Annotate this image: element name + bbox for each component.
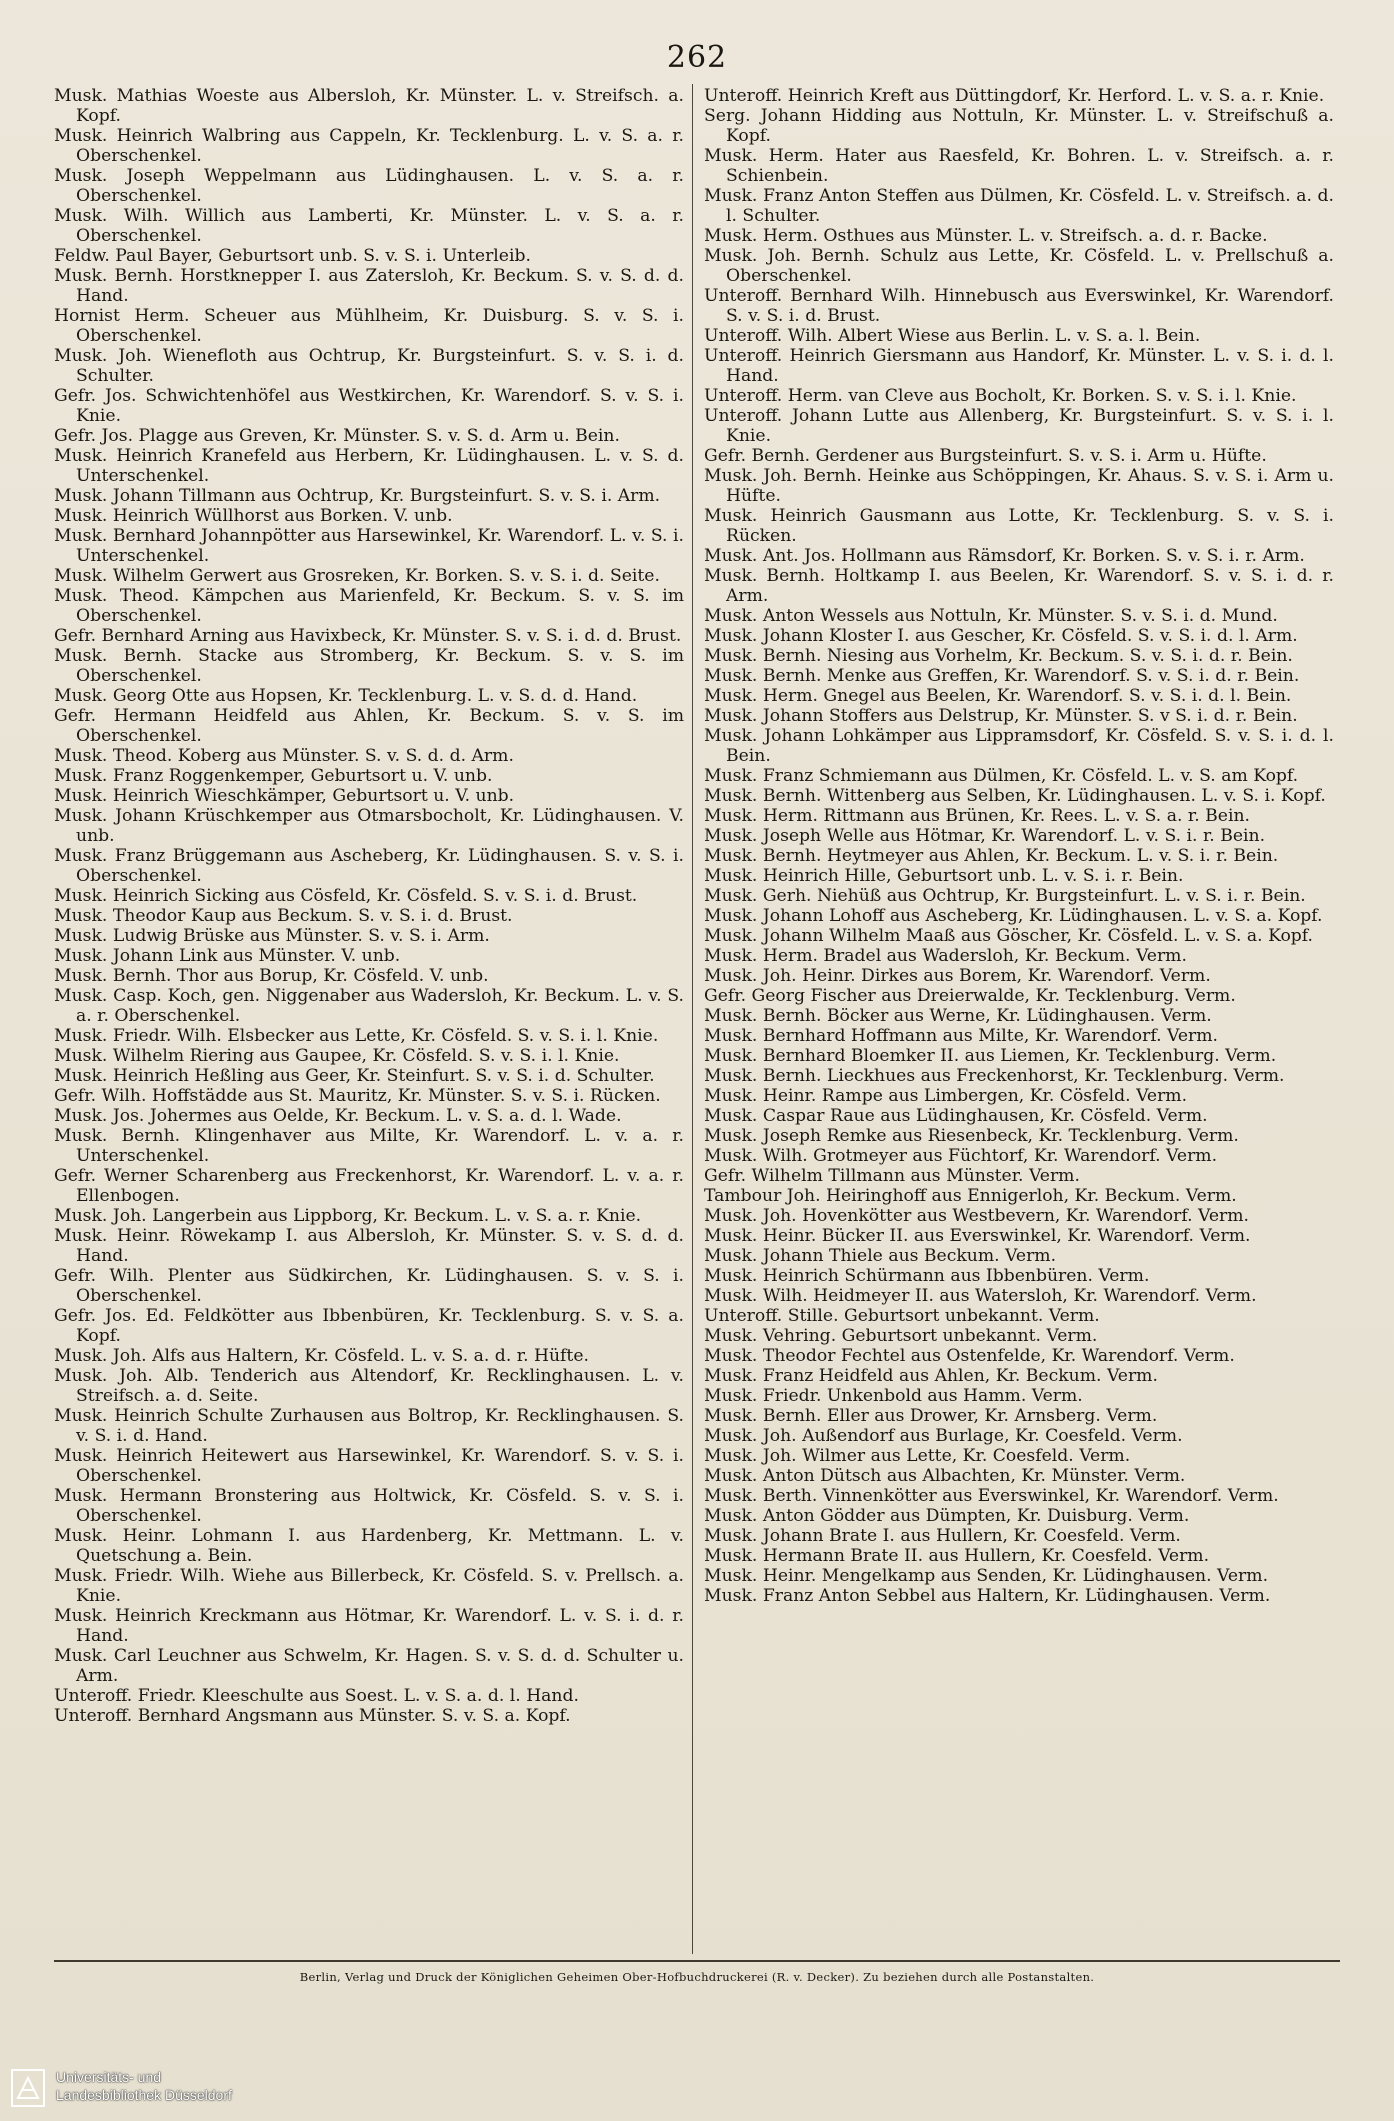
- casualty-entry: Musk. Franz Roggenkemper, Geburtsort u. V. unb.: [54, 766, 493, 786]
- casualty-entry: Musk. Anton Wessels aus Nottuln, Kr. Münster. S. v. S. i. d. Mund.: [704, 606, 1278, 626]
- casualty-entry: Musk. Joseph Weppelmann aus Lüdinghausen. L. v. S. a. r. Oberschenkel.: [54, 166, 684, 206]
- casualty-entry: Musk. Hermann Brate II. aus Hullern, Kr. Coesfeld. Verm.: [704, 1546, 1210, 1566]
- casualty-entry: Musk. Heinrich Sicking aus Cösfeld, Kr. Cösfeld. S. v. S. i. d. Brust.: [54, 886, 638, 906]
- casualty-entry: Musk. Johann Lohkämper aus Lippramsdorf, Kr. Cösfeld. S. v. S. i. d. l. Bein.: [704, 726, 1334, 766]
- casualty-entry: Musk. Wilh. Heidmeyer II. aus Watersloh, Kr. Warendorf. Verm.: [704, 1286, 1257, 1306]
- casualty-entry: Unteroff. Johann Lutte aus Allenberg, Kr. Burgsteinfurt. S. v. S. i. l. Knie.: [704, 406, 1334, 446]
- right-column: [704, 86, 1334, 1606]
- casualty-entry: Musk. Bernh. Böcker aus Werne, Kr. Lüdinghausen. Verm.: [704, 1006, 1212, 1026]
- casualty-entry: Musk. Friedr. Wilh. Elsbecker aus Lette, Kr. Cösfeld. S. v. S. i. l. Knie.: [54, 1026, 659, 1046]
- casualty-entry: Musk. Heinr. Rampe aus Limbergen, Kr. Cösfeld. Verm.: [704, 1086, 1188, 1106]
- casualty-entry: Musk. Anton Dütsch aus Albachten, Kr. Münster. Verm.: [704, 1466, 1186, 1486]
- casualty-entry: Musk. Joh. Bernh. Heinke aus Schöppingen, Kr. Ahaus. S. v. S. i. Arm u. Hüfte.: [704, 466, 1334, 506]
- casualty-entry: Musk. Jos. Johermes aus Oelde, Kr. Beckum. L. v. S. a. d. l. Wade.: [54, 1106, 622, 1126]
- casualty-entry: Musk. Heinrich Heitewert aus Harsewinkel, Kr. Warendorf. S. v. S. i. Oberschenkel.: [54, 1446, 684, 1486]
- casualty-entry: Musk. Wilhelm Riering aus Gaupee, Kr. Cösfeld. S. v. S. i. l. Knie.: [54, 1046, 620, 1066]
- casualty-entry: Musk. Herm. Bradel aus Wadersloh, Kr. Beckum. Verm.: [704, 946, 1187, 966]
- casualty-entry: Musk. Bernh. Holtkamp I. aus Beelen, Kr. Warendorf. S. v. S. i. d. r. Arm.: [704, 566, 1334, 606]
- casualty-entry: Unteroff. Heinrich Giersmann aus Handorf, Kr. Münster. L. v. S. i. d. l. Hand.: [704, 346, 1334, 386]
- casualty-entry: Musk. Mathias Woeste aus Albersloh, Kr. Münster. L. v. Streifsch. a. Kopf.: [54, 86, 684, 126]
- casualty-entry: Musk. Joh. Hovenkötter aus Westbevern, Kr. Warendorf. Verm.: [704, 1206, 1250, 1226]
- casualty-entry: Musk. Franz Schmiemann aus Dülmen, Kr. Cösfeld. L. v. S. am Kopf.: [704, 766, 1299, 786]
- casualty-entry: Musk. Franz Heidfeld aus Ahlen, Kr. Beckum. Verm.: [704, 1366, 1158, 1386]
- casualty-entry: Musk. Heinrich Heßling aus Geer, Kr. Steinfurt. S. v. S. i. d. Schulter.: [54, 1066, 655, 1086]
- casualty-entry: Musk. Johann Krüschkemper aus Otmarsbocholt, Kr. Lüdinghausen. V. unb.: [54, 806, 684, 846]
- casualty-entry: Musk. Bernh. Thor aus Borup, Kr. Cösfeld. V. unb.: [54, 966, 489, 986]
- casualty-entry: Musk. Bernh. Niesing aus Vorhelm, Kr. Beckum. S. v. S. i. d. r. Bein.: [704, 646, 1293, 666]
- casualty-entry: Unteroff. Bernhard Wilh. Hinnebusch aus Everswinkel, Kr. Warendorf. S. v. S. i. d. Brust.: [704, 286, 1334, 326]
- imprint-line: Berlin, Verlag und Druck der Königlichen Geheimen Ober-Hofbuchdruckerei (R. v. Decker). Zu beziehen durch alle Postanstalten.: [299, 1970, 1095, 1984]
- casualty-entry: Musk. Anton Gödder aus Dümpten, Kr. Duisburg. Verm.: [704, 1506, 1190, 1526]
- casualty-entry: Musk. Theod. Koberg aus Münster. S. v. S. d. d. Arm.: [54, 746, 514, 766]
- casualty-entry: Musk. Joseph Welle aus Hötmar, Kr. Warendorf. L. v. S. i. r. Bein.: [704, 826, 1266, 846]
- casualty-entry: Musk. Johann Stoffers aus Delstrup, Kr. Münster. S. v S. i. d. r. Bein.: [704, 706, 1298, 726]
- casualty-entry: Musk. Johann Thiele aus Beckum. Verm.: [704, 1246, 1057, 1266]
- casualty-entry: Musk. Joh. Außendorf aus Burlage, Kr. Coesfeld. Verm.: [704, 1426, 1183, 1446]
- casualty-entry: Musk. Bernh. Wittenberg aus Selben, Kr. Lüdinghausen. L. v. S. i. Kopf.: [704, 786, 1326, 806]
- left-column: [54, 86, 684, 1726]
- bottom-rule: [54, 1960, 1340, 1962]
- casualty-entry: Gefr. Georg Fischer aus Dreierwalde, Kr. Tecklenburg. Verm.: [704, 986, 1236, 1006]
- casualty-entry: Gefr. Wilhelm Tillmann aus Münster. Verm.: [704, 1166, 1080, 1186]
- casualty-entry: Musk. Heinrich Gausmann aus Lotte, Kr. Tecklenburg. S. v. S. i. Rücken.: [704, 506, 1334, 546]
- page-number: 262: [666, 40, 728, 75]
- casualty-entry: Gefr. Wilh. Hoffstädde aus St. Mauritz, Kr. Münster. S. v. S. i. Rücken.: [54, 1086, 661, 1106]
- casualty-entry: Gefr. Hermann Heidfeld aus Ahlen, Kr. Beckum. S. v. S. im Oberschenkel.: [54, 706, 684, 746]
- library-name-line-2: Landesbibliothek Düsseldorf: [56, 2087, 232, 2103]
- casualty-entry: Tambour Joh. Heiringhoff aus Ennigerloh, Kr. Beckum. Verm.: [704, 1186, 1237, 1206]
- casualty-entry: Musk. Heinr. Röwekamp I. aus Albersloh, Kr. Münster. S. v. S. d. d. Hand.: [54, 1226, 684, 1266]
- casualty-entry: Musk. Heinrich Kranefeld aus Herbern, Kr. Lüdinghausen. L. v. S. d. Unterschenkel.: [54, 446, 684, 486]
- casualty-entry: Musk. Johann Tillmann aus Ochtrup, Kr. Burgsteinfurt. S. v. S. i. Arm.: [54, 486, 661, 506]
- casualty-entry: Gefr. Bernhard Arning aus Havixbeck, Kr. Münster. S. v. S. i. d. d. Brust.: [54, 626, 682, 646]
- casualty-entry: Gefr. Bernh. Gerdener aus Burgsteinfurt. S. v. S. i. Arm u. Hüfte.: [704, 446, 1267, 466]
- casualty-entry: Musk. Bernh. Eller aus Drower, Kr. Arnsberg. Verm.: [704, 1406, 1158, 1426]
- casualty-entry: Musk. Bernhard Bloemker II. aus Liemen, Kr. Tecklenburg. Verm.: [704, 1046, 1277, 1066]
- casualty-entry: Musk. Johann Kloster I. aus Gescher, Kr. Cösfeld. S. v. S. i. d. l. Arm.: [704, 626, 1298, 646]
- casualty-entry: Musk. Caspar Raue aus Lüdinghausen, Kr. Cösfeld. Verm.: [704, 1106, 1208, 1126]
- casualty-entry: Musk. Bernh. Horstknepper I. aus Zatersloh, Kr. Beckum. S. v. S. d. d. Hand.: [54, 266, 684, 306]
- casualty-entry: Musk. Theodor Fechtel aus Ostenfelde, Kr. Warendorf. Verm.: [704, 1346, 1235, 1366]
- casualty-entry: Musk. Heinrich Schulte Zurhausen aus Boltrop, Kr. Recklinghausen. S. v. S. i. d. Hand.: [54, 1406, 684, 1446]
- casualty-entry: Musk. Wilhelm Gerwert aus Grosreken, Kr. Borken. S. v. S. i. d. Seite.: [54, 566, 660, 586]
- casualty-entry: Musk. Johann Link aus Münster. V. unb.: [54, 946, 401, 966]
- casualty-entry: Musk. Wilh. Willich aus Lamberti, Kr. Münster. L. v. S. a. r. Oberschenkel.: [54, 206, 684, 246]
- casualty-entry: Unteroff. Stille. Geburtsort unbekannt. Verm.: [704, 1306, 1100, 1326]
- library-logo-icon: [10, 2068, 46, 2108]
- casualty-entry: Musk. Heinrich Wieschkämper, Geburtsort u. V. unb.: [54, 786, 515, 806]
- casualty-entry: Musk. Johann Lohoff aus Ascheberg, Kr. Lüdinghausen. L. v. S. a. Kopf.: [704, 906, 1323, 926]
- casualty-entry: Musk. Franz Anton Steffen aus Dülmen, Kr. Cösfeld. L. v. Streifsch. a. d. l. Schulter.: [704, 186, 1334, 226]
- casualty-entry: Musk. Hermann Bronstering aus Holtwick, Kr. Cösfeld. S. v. S. i. Oberschenkel.: [54, 1486, 684, 1526]
- casualty-entry: Musk. Bernh. Klingenhaver aus Milte, Kr. Warendorf. L. v. a. r. Unterschenkel.: [54, 1126, 684, 1166]
- casualty-entry: Musk. Herm. Rittmann aus Brünen, Kr. Rees. L. v. S. a. r. Bein.: [704, 806, 1250, 826]
- casualty-entry: Musk. Herm. Hater aus Raesfeld, Kr. Bohren. L. v. Streifsch. a. r. Schienbein.: [704, 146, 1334, 186]
- casualty-entry: Musk. Herm. Osthues aus Münster. L. v. Streifsch. a. d. r. Backe.: [704, 226, 1268, 246]
- casualty-entry: Gefr. Jos. Schwichtenhöfel aus Westkirchen, Kr. Warendorf. S. v. S. i. Knie.: [54, 386, 684, 426]
- casualty-entry: Musk. Heinr. Mengelkamp aus Senden, Kr. Lüdinghausen. Verm.: [704, 1566, 1269, 1586]
- casualty-entry: Musk. Joh. Alfs aus Haltern, Kr. Cösfeld. L. v. S. a. d. r. Hüfte.: [54, 1346, 589, 1366]
- casualty-entry: Musk. Heinrich Walbring aus Cappeln, Kr. Tecklenburg. L. v. S. a. r. Oberschenkel.: [54, 126, 684, 166]
- casualty-entry: Gefr. Wilh. Plenter aus Südkirchen, Kr. Lüdinghausen. S. v. S. i. Oberschenkel.: [54, 1266, 684, 1306]
- casualty-entry: Musk. Joseph Remke aus Riesenbeck, Kr. Tecklenburg. Verm.: [704, 1126, 1239, 1146]
- casualty-entry: Musk. Joh. Wienefloth aus Ochtrup, Kr. Burgsteinfurt. S. v. S. i. d. Schulter.: [54, 346, 684, 386]
- library-watermark: [10, 2068, 232, 2108]
- casualty-entry: Musk. Heinr. Bücker II. aus Everswinkel, Kr. Warendorf. Verm.: [704, 1226, 1251, 1246]
- casualty-entry: Musk. Johann Wilhelm Maaß aus Göscher, Kr. Cösfeld. L. v. S. a. Kopf.: [704, 926, 1314, 946]
- casualty-entry: Unteroff. Friedr. Kleeschulte aus Soest. L. v. S. a. d. l. Hand.: [54, 1686, 579, 1706]
- column-divider: [692, 84, 693, 1954]
- casualty-entry: Musk. Heinrich Hille, Geburtsort unb. L. v. S. i. r. Bein.: [704, 866, 1184, 886]
- casualty-entry: Musk. Joh. Heinr. Dirkes aus Borem, Kr. Warendorf. Verm.: [704, 966, 1211, 986]
- casualty-entry: Musk. Bernh. Stacke aus Stromberg, Kr. Beckum. S. v. S. im Oberschenkel.: [54, 646, 684, 686]
- casualty-entry: Gefr. Jos. Ed. Feldkötter aus Ibbenbüren, Kr. Tecklenburg. S. v. S. a. Kopf.: [54, 1306, 684, 1346]
- casualty-entry: Musk. Bernh. Heytmeyer aus Ahlen, Kr. Beckum. L. v. S. i. r. Bein.: [704, 846, 1279, 866]
- casualty-entry: Gefr. Werner Scharenberg aus Freckenhorst, Kr. Warendorf. L. v. a. r. Ellenbogen.: [54, 1166, 684, 1206]
- casualty-entry: Musk. Bernh. Menke aus Greffen, Kr. Warendorf. S. v. S. i. d. r. Bein.: [704, 666, 1300, 686]
- casualty-entry: Feldw. Paul Bayer, Geburtsort unb. S. v. S. i. Unterleib.: [54, 246, 531, 266]
- casualty-entry: Musk. Joh. Bernh. Schulz aus Lette, Kr. Cösfeld. L. v. Prellschuß a. Oberschenkel.: [704, 246, 1334, 286]
- casualty-entry: Musk. Franz Anton Sebbel aus Haltern, Kr. Lüdinghausen. Verm.: [704, 1586, 1271, 1606]
- casualty-entry: Musk. Bernhard Hoffmann aus Milte, Kr. Warendorf. Verm.: [704, 1026, 1219, 1046]
- casualty-entry: Unteroff. Wilh. Albert Wiese aus Berlin. L. v. S. a. l. Bein.: [704, 326, 1201, 346]
- casualty-entry: Musk. Theodor Kaup aus Beckum. S. v. S. i. d. Brust.: [54, 906, 513, 926]
- casualty-entry: Musk. Friedr. Unkenbold aus Hamm. Verm.: [704, 1386, 1083, 1406]
- casualty-entry: Musk. Friedr. Wilh. Wiehe aus Billerbeck, Kr. Cösfeld. S. v. Prellsch. a. Knie.: [54, 1566, 684, 1606]
- casualty-entry: Musk. Heinrich Schürmann aus Ibbenbüren. Verm.: [704, 1266, 1150, 1286]
- casualty-entry: Musk. Franz Brüggemann aus Ascheberg, Kr. Lüdinghausen. S. v. S. i. Oberschenkel.: [54, 846, 684, 886]
- casualty-entry: Musk. Joh. Langerbein aus Lippborg, Kr. Beckum. L. v. S. a. r. Knie.: [54, 1206, 642, 1226]
- casualty-entry: Musk. Bernh. Lieckhues aus Freckenhorst, Kr. Tecklenburg. Verm.: [704, 1066, 1285, 1086]
- casualty-entry: Musk. Bernhard Johannpötter aus Harsewinkel, Kr. Warendorf. L. v. S. i. Unterschenkel.: [54, 526, 684, 566]
- casualty-entry: Musk. Joh. Wilmer aus Lette, Kr. Coesfeld. Verm.: [704, 1446, 1131, 1466]
- casualty-entry: Musk. Heinr. Lohmann I. aus Hardenberg, Kr. Mettmann. L. v. Quetschung a. Bein.: [54, 1526, 684, 1566]
- casualty-entry: Hornist Herm. Scheuer aus Mühlheim, Kr. Duisburg. S. v. S. i. Oberschenkel.: [54, 306, 684, 346]
- casualty-entry: Unteroff. Heinrich Kreft aus Düttingdorf, Kr. Herford. L. v. S. a. r. Knie.: [704, 86, 1325, 106]
- casualty-entry: Musk. Heinrich Wüllhorst aus Borken. V. unb.: [54, 506, 453, 526]
- casualty-entry: Unteroff. Bernhard Angsmann aus Münster. S. v. S. a. Kopf.: [54, 1706, 571, 1726]
- casualty-entry: Musk. Ludwig Brüske aus Münster. S. v. S. i. Arm.: [54, 926, 490, 946]
- casualty-entry: Musk. Berth. Vinnenkötter aus Everswinkel, Kr. Warendorf. Verm.: [704, 1486, 1279, 1506]
- casualty-entry: Serg. Johann Hidding aus Nottuln, Kr. Münster. L. v. Streifschuß a. Kopf.: [704, 106, 1334, 146]
- library-name: [56, 2068, 232, 2104]
- casualty-entry: Gefr. Jos. Plagge aus Greven, Kr. Münster. S. v. S. d. Arm u. Bein.: [54, 426, 620, 446]
- casualty-entry: Musk. Vehring. Geburtsort unbekannt. Verm.: [704, 1326, 1098, 1346]
- casualty-entry: Musk. Ant. Jos. Hollmann aus Rämsdorf, Kr. Borken. S. v. S. i. r. Arm.: [704, 546, 1305, 566]
- casualty-entry: Musk. Herm. Gnegel aus Beelen, Kr. Warendorf. S. v. S. i. d. l. Bein.: [704, 686, 1292, 706]
- casualty-entry: Musk. Casp. Koch, gen. Niggenaber aus Wadersloh, Kr. Beckum. L. v. S. a. r. Oberschenkel.: [54, 986, 684, 1026]
- casualty-entry: Musk. Heinrich Kreckmann aus Hötmar, Kr. Warendorf. L. v. S. i. d. r. Hand.: [54, 1606, 684, 1646]
- casualty-entry: Musk. Joh. Alb. Tenderich aus Altendorf, Kr. Recklinghausen. L. v. Streifsch. a. d. Seite.: [54, 1366, 684, 1406]
- casualty-entry: Musk. Theod. Kämpchen aus Marienfeld, Kr. Beckum. S. v. S. im Oberschenkel.: [54, 586, 684, 626]
- casualty-entry: Musk. Carl Leuchner aus Schwelm, Kr. Hagen. S. v. S. d. d. Schulter u. Arm.: [54, 1646, 684, 1686]
- casualty-entry: Musk. Georg Otte aus Hopsen, Kr. Tecklenburg. L. v. S. d. d. Hand.: [54, 686, 638, 706]
- library-name-line-1: Universitäts- und: [56, 2069, 162, 2085]
- casualty-entry: Musk. Johann Brate I. aus Hullern, Kr. Coesfeld. Verm.: [704, 1526, 1181, 1546]
- casualty-entry: Musk. Gerh. Niehüß aus Ochtrup, Kr. Burgsteinfurt. L. v. S. i. r. Bein.: [704, 886, 1306, 906]
- casualty-entry: Unteroff. Herm. van Cleve aus Bocholt, Kr. Borken. S. v. S. i. l. Knie.: [704, 386, 1297, 406]
- casualty-entry: Musk. Wilh. Grotmeyer aus Füchtorf, Kr. Warendorf. Verm.: [704, 1146, 1218, 1166]
